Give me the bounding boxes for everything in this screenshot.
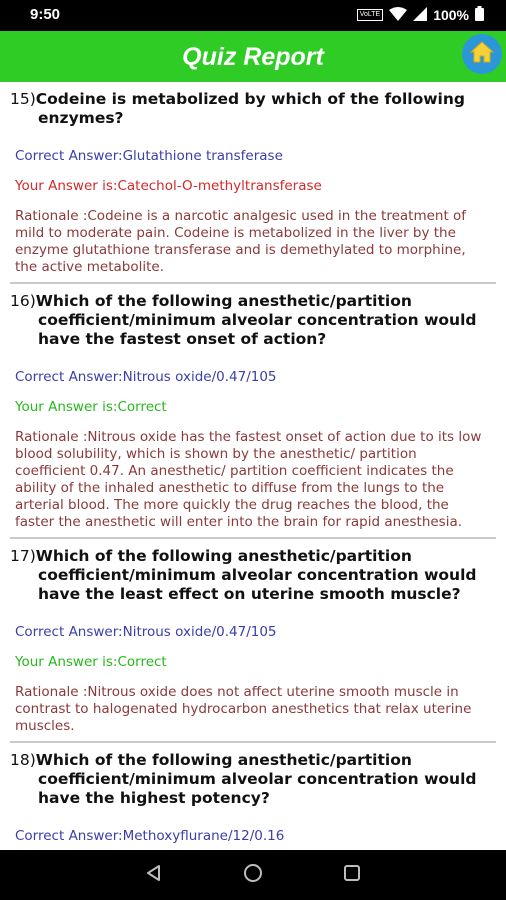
question-text <box>10 90 496 128</box>
status-bar <box>0 0 506 31</box>
question-body: Codeine is metabolized by which of the following enzymes? <box>35 90 465 127</box>
question-item <box>0 547 506 735</box>
recents-button[interactable] <box>343 864 361 886</box>
question-body: Which of the following anesthetic/partition coefficient/minimum alveolar concentration would have the least effect on uterine smooth muscle? <box>35 547 477 603</box>
volte-indicator: VoLTE <box>357 9 384 21</box>
divider <box>10 282 496 284</box>
navigation-bar <box>0 850 506 900</box>
page-title: Quiz Report <box>182 43 324 71</box>
question-number: 18) <box>10 751 36 769</box>
rationale: Rationale :Codeine is a narcotic analgesic used in the treatment of mild to moderate pain. Codeine is metabolized in the liver by the enzyme glutathione transferase and is demethylated to morphine, the active metabolite. <box>15 208 467 275</box>
question-body: Which of the following anesthetic/partition coefficient/minimum alveolar concentration would have the fastest onset of action? <box>35 292 477 348</box>
battery-level: 100% <box>433 7 469 23</box>
question-text <box>10 292 496 349</box>
correct-answer: Correct Answer:Nitrous oxide/0.47/105 <box>15 624 277 640</box>
rationale: Rationale :Nitrous oxide does not affect uterine smooth muscle in contrast to halogenated hydrocarbon anesthetics that relax uterine muscles. <box>15 684 472 734</box>
question-number: 17) <box>10 547 36 565</box>
question-body: Which of the following anesthetic/partition coefficient/minimum alveolar concentration would have the highest potency? <box>35 751 477 807</box>
divider <box>10 741 496 743</box>
signal-icon <box>413 6 427 25</box>
status-icons <box>357 5 484 25</box>
home-nav-button[interactable] <box>243 863 263 887</box>
correct-answer: Correct Answer:Methoxyflurane/12/0.16 <box>15 828 285 844</box>
status-time: 9:50 <box>30 6 61 23</box>
home-button[interactable] <box>462 34 502 74</box>
question-text <box>10 751 496 808</box>
question-item <box>0 751 506 844</box>
your-answer: Your Answer is:Correct <box>15 654 167 670</box>
app-header <box>0 31 506 82</box>
rationale: Rationale :Nitrous oxide has the fastest onset of action due to its low blood solubility, which is shown by the anesthetic/ partition coefficient 0.47. An anesthetic/ partition coefficient indicates the ability of the inhaled anesthetic to diffuse from the lungs to the arterial blood. The more quickly the drug reaches the blood, the faster the anesthetic will enter into the brain for rapid anesthesia. <box>15 429 482 530</box>
back-button[interactable] <box>145 864 163 886</box>
your-answer: Your Answer is:Correct <box>15 399 167 415</box>
your-answer: Your Answer is:Catechol-O-methyltransferase <box>15 178 322 194</box>
question-item <box>0 292 506 531</box>
divider <box>10 537 496 539</box>
correct-answer: Correct Answer:Glutathione transferase <box>15 148 283 164</box>
question-item <box>0 90 506 276</box>
question-number: 15) <box>10 90 36 108</box>
question-text <box>10 547 496 604</box>
battery-icon <box>475 6 484 25</box>
home-icon <box>470 41 494 67</box>
question-number: 16) <box>10 292 36 310</box>
correct-answer: Correct Answer:Nitrous oxide/0.47/105 <box>15 369 277 385</box>
wifi-icon <box>389 6 407 25</box>
quiz-report-list[interactable] <box>0 82 506 850</box>
